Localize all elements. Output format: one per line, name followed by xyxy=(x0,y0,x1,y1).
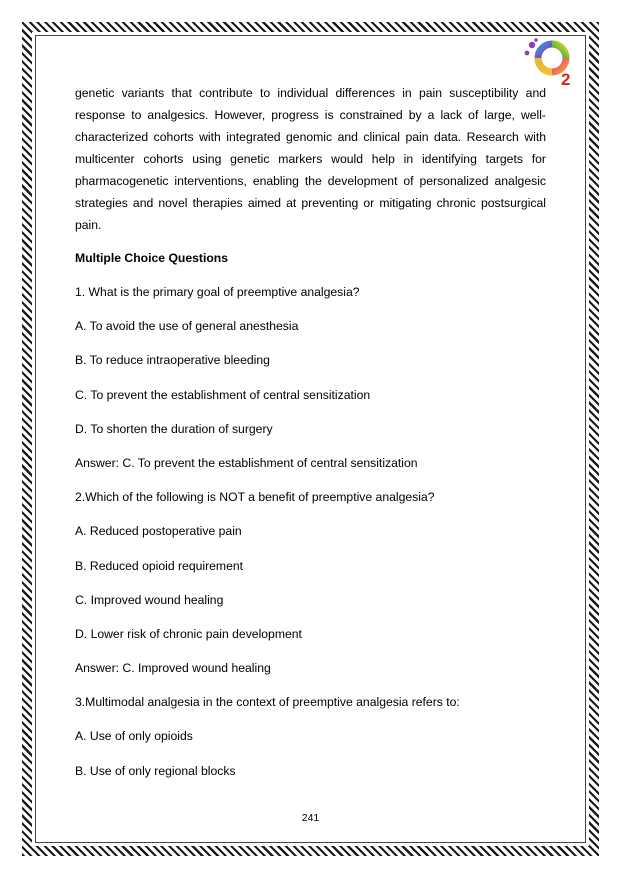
question-2: 2.Which of the following is NOT a benefit of preemptive analgesia? xyxy=(75,490,435,505)
option-1c: C. To prevent the establishment of central sensitization xyxy=(75,387,371,402)
option-1b: B. To reduce intraoperative bleeding xyxy=(75,353,270,368)
option-3a: A. Use of only opioids xyxy=(75,729,193,744)
question-1: 1. What is the primary goal of preemptive analgesia? xyxy=(75,285,360,299)
page-number: 241 xyxy=(301,812,320,824)
option-2d: D. Lower risk of chronic pain development xyxy=(75,626,302,641)
svg-text:2: 2 xyxy=(561,70,571,88)
option-1d: D. To shorten the duration of surgery xyxy=(75,421,273,436)
question-list xyxy=(75,281,546,794)
option-2b: B. Reduced opioid requirement xyxy=(75,558,244,573)
page-content xyxy=(75,82,546,794)
section-heading: Multiple Choice Questions xyxy=(75,251,229,265)
intro-paragraph: genetic variants that contribute to individual differences in pain susceptibility and response to analgesics. However, progress is constrained by a lack of large, well-characterized cohorts with integrated genomic and clinical pain data. Research with multicenter cohorts using genetic markers would help in identifying targets for pharmacogenetic interventions, enabling the development of personalized analgesic strategies and novel therapies aimed at preventing or mitigating chronic postsurgical pain. xyxy=(75,86,546,232)
question-3: 3.Multimodal analgesia in the context of preemptive analgesia refers to: xyxy=(75,695,460,710)
option-1a: A. To avoid the use of general anesthesia xyxy=(75,319,299,334)
option-3b: B. Use of only regional blocks xyxy=(75,763,236,778)
option-2c: C. Improved wound healing xyxy=(75,592,224,607)
answer-1: Answer: C. To prevent the establishment of central sensitization xyxy=(75,455,418,470)
o2-logo-icon xyxy=(522,36,582,88)
option-2a: A. Reduced postoperative pain xyxy=(75,524,242,539)
answer-2: Answer: C. Improved wound healing xyxy=(75,661,271,676)
